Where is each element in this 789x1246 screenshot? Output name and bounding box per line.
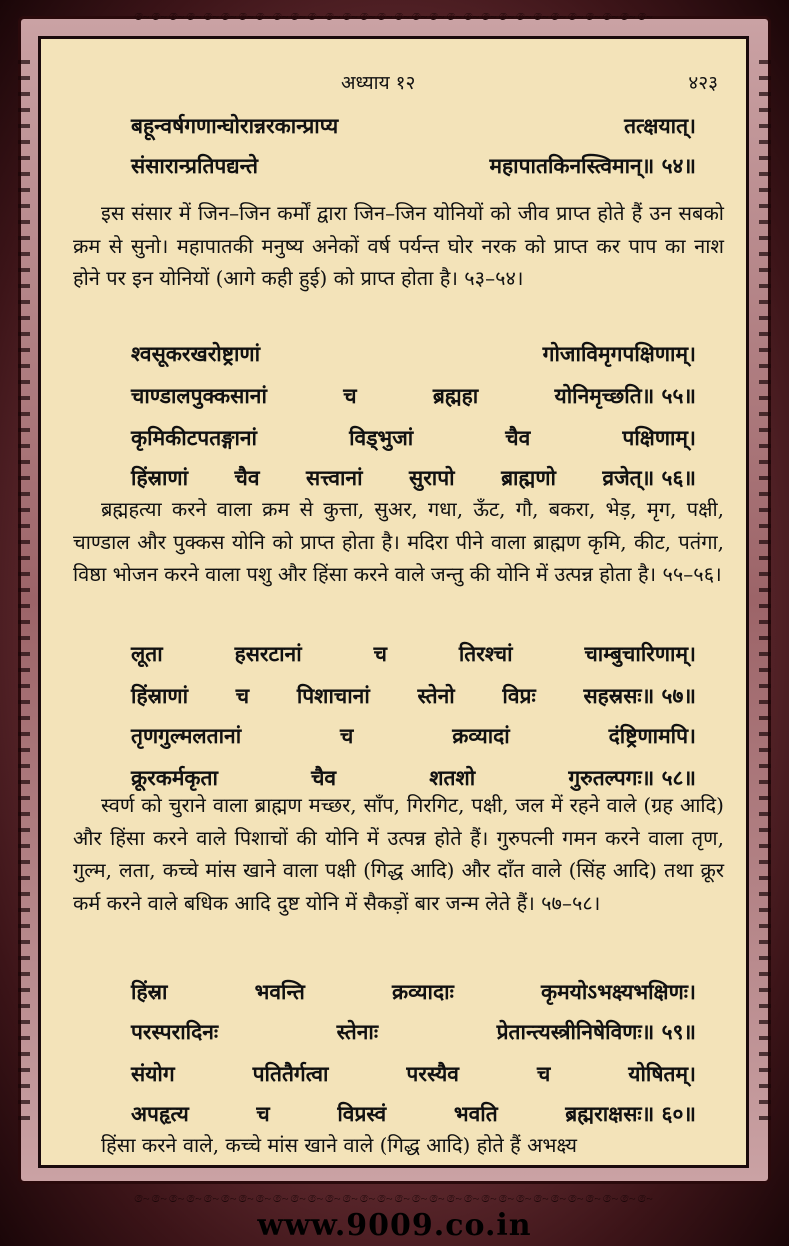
verse-word: योषितम्। (628, 1061, 696, 1086)
verse-word: सुरापो (409, 465, 455, 490)
page-header (41, 69, 746, 97)
verse-word: च (373, 641, 387, 666)
verse-word: च (256, 1101, 270, 1126)
verse-word: गोजाविमृगपक्षिणाम्। (542, 341, 696, 366)
verse-word: पिशाचानां (296, 683, 370, 708)
verse-line (131, 977, 696, 1007)
verse-word: चैव (505, 425, 531, 450)
verse-word: दंष्ट्रिणामपि। (608, 723, 696, 748)
chapter-title: अध्याय १२ (341, 72, 416, 94)
verse-line (131, 681, 696, 711)
verse-line (131, 1059, 696, 1089)
left-ornament (18, 60, 30, 1126)
verse-word: परस्यैव (406, 1061, 459, 1086)
verse-line (131, 423, 696, 453)
top-ornament: ~ෙ~ෙ~ෙ~ෙ~ෙ~ෙ~ෙ~ෙ~ෙ~ෙ~ෙ~ෙ~ෙ~ෙ~ෙ~ෙ~ෙ~ෙ~ෙ~ෙ~ෙ~ෙ~ෙ~ෙ~ෙ~ෙ~ෙ~ෙ~ෙ~ෙ (134, 10, 655, 24)
verse-word: च (235, 683, 250, 708)
verse-word: चाण्डालपुक्कसानां (131, 383, 267, 408)
verse-word: श्वसूकरखरोष्ट्राणां (131, 341, 261, 366)
verse-word: हिंस्राणां (131, 465, 189, 490)
verse-word: पक्षिणाम्। (622, 425, 696, 450)
verse-word: चैव (234, 465, 260, 490)
verse-word: क्रूरकर्मकृता (131, 765, 218, 790)
verse-word: चैव (311, 765, 337, 790)
right-ornament (759, 60, 771, 1126)
verse-word: परस्परादिनः (131, 1019, 219, 1044)
verse-word: शतशो (429, 765, 476, 790)
verse-word: क्रव्यादाः (392, 979, 454, 1004)
verse-word: कृमयोऽभक्ष्यभक्षिणः। (540, 979, 696, 1004)
verse-word: कृमिकीटपतङ्गानां (131, 425, 257, 450)
verse-word: प्रेतान्त्यस्त्रीनिषेविणः॥ ५९॥ (496, 1019, 696, 1044)
website-footer[interactable]: www.9009.co.in (257, 1208, 532, 1243)
page-number: ४२३ (688, 72, 718, 94)
verse-word: तृणगुल्मलतानां (131, 723, 242, 748)
verse-word: योनिमृच्छति॥ ५५॥ (554, 383, 696, 408)
verse-word: च (536, 1061, 551, 1086)
verse-word: हसरटानां (234, 641, 302, 666)
verse-word: लूता (131, 641, 163, 666)
verse-word: अपहृत्य (131, 1101, 189, 1126)
verse-word: तिरश्चां (458, 641, 513, 666)
verse-word: हिंस्राणां (131, 683, 189, 708)
translation-59-60-start: हिंसा करने वाले, कच्चे मांस खाने वाले (गिद्ध आदि) होते हैं अभक्ष्य (101, 1133, 577, 1157)
verse-line (131, 151, 696, 181)
verse-word: ब्रह्मराक्षसः॥ ६०॥ (565, 1101, 696, 1126)
verse-word: विप्रः (502, 683, 536, 708)
verse-word: विप्रस्वं (337, 1101, 387, 1126)
verse-word: च (340, 723, 354, 748)
bottom-ornament: ~ෙ~ෙ~ෙ~ෙ~ෙ~ෙ~ෙ~ෙ~ෙ~ෙ~ෙ~ෙ~ෙ~ෙ~ෙ~ෙ~ෙ~ෙ~ෙ~ෙ~ෙ~ෙ~ෙ~ෙ~ෙ~ෙ~ෙ~ෙ~ෙ~ෙ (134, 1192, 655, 1206)
verse-word: महापातकिनस्त्विमान्॥ ५४॥ (489, 153, 696, 178)
verse-word: सत्त्वानां (306, 465, 363, 490)
verse-word: हिंस्रा (131, 979, 168, 1004)
verse-word: बहून्वर्षगणान्घोरान्नरकान्प्राप्य (131, 113, 339, 138)
verse-line (131, 1099, 696, 1129)
verse-word: भवति (453, 1101, 498, 1126)
verse-line (131, 721, 696, 751)
verse-line (131, 339, 696, 369)
verse-word: च (343, 383, 357, 408)
verse-word: तत्क्षयात्। (624, 113, 696, 138)
verse-word: ब्रह्महा (432, 383, 479, 408)
verse-word: भवन्ति (254, 979, 305, 1004)
verse-word: व्रजेत्॥ ५६॥ (602, 465, 696, 490)
verse-line (131, 463, 696, 493)
verse-word: सहस्रसः॥ ५७॥ (583, 683, 696, 708)
verse-word: स्तेनो (417, 683, 455, 708)
translation-55-56: ब्रह्महत्या करने वाला क्रम से कुत्ता, सुअर, गधा, ऊँट, गौ, बकरा, भेड़, मृग, पक्षी, चाण्डाल और पुक्कस योनि को प्राप्त होता है। मदिरा पीने वाला ब्राह्मण कृमि, कीट, पतंगा, विष्ठा भोजन करने वाला पशु और हिंसा करने वाले जन्तु की योनि में उत्पन्न होता है। ५५–५६। (73, 497, 724, 586)
verse-word: विड्भुजां (349, 425, 414, 450)
verse-word: संसारान्प्रतिपद्यन्ते (131, 153, 259, 178)
verse-line (131, 639, 696, 669)
verse-word: चाम्बुचारिणाम्। (584, 641, 696, 666)
verse-line (131, 111, 696, 141)
book-page (38, 36, 749, 1168)
verse-line (131, 1017, 696, 1047)
verse-word: क्रव्यादां (452, 723, 510, 748)
verse-word: संयोग (131, 1061, 175, 1086)
verse-word: गुरुतल्पगः॥ ५८॥ (568, 765, 696, 790)
verse-word: पतितैर्गत्वा (252, 1061, 329, 1086)
verse-line (131, 381, 696, 411)
translation-53-54: इस संसार में जिन–जिन कर्मों द्वारा जिन–जिन योनियों को जीव प्राप्त होते हैं उन सबको क्रम से सुनो। महापातकी मनुष्य अनेकों वर्ष पर्यन्त घोर नरक को प्राप्त कर पाप का नाश होने पर इन योनियों (आगे कही हुई) को प्राप्त होता है। ५३–५४। (73, 201, 724, 290)
translation-57-58: स्वर्ण को चुराने वाला ब्राह्मण मच्छर, साँप, गिरगिट, पक्षी, जल में रहने वाले (ग्रह आदि) और हिंसा करने वाले पिशाचों की योनि में उत्पन्न होते हैं। गुरुपत्नी गमन करने वाला तृण, गुल्म, लता, कच्चे मांस खाने वाला पक्षी (गिद्ध आदि) और दाँत वाले (सिंह आदि) तथा क्रूर कर्म करने वाले बधिक आदि दुष्ट योनि में सैकड़ों बार जन्म लेते हैं। ५७–५८। (73, 793, 724, 915)
verse-word: स्तेनाः (336, 1019, 379, 1044)
verse-word: ब्राह्मणो (501, 465, 556, 490)
